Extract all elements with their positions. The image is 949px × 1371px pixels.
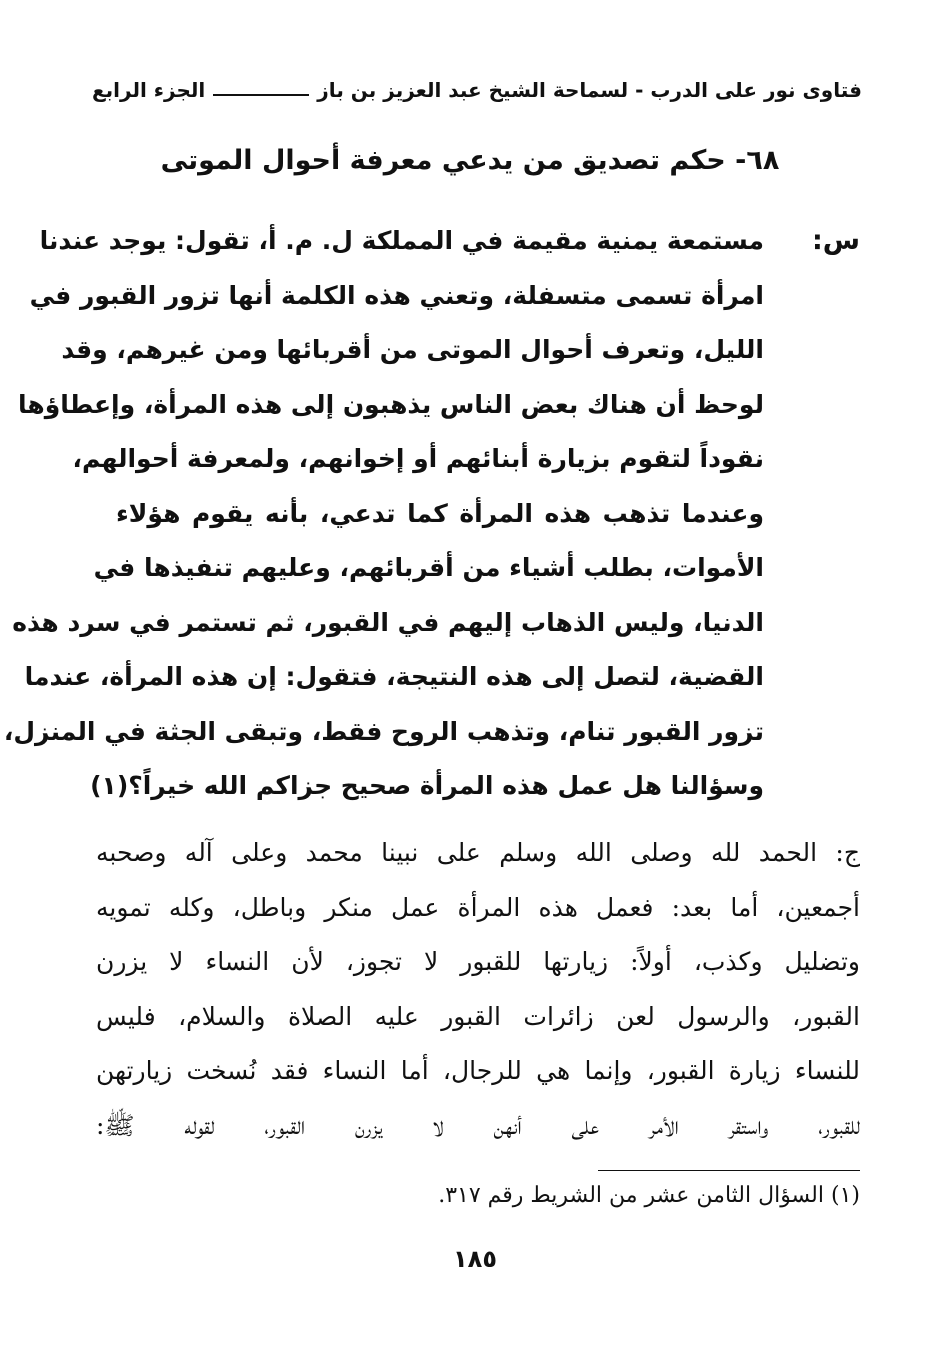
question-line: لوحظ أن هناك بعض الناس يذهبون إلى هذه المرأة، وإعطاؤها [17, 389, 764, 419]
page-number: ١٨٥ [453, 1245, 497, 1273]
answer-line: للنساء زيارة القبور، وإنما هي للرجال، أما النساء فقد نُسخت زيارتهن [96, 1056, 860, 1086]
chapter-title: ٦٨- حكم تصديق من يدعي معرفة أحوال الموتى [160, 145, 780, 176]
question-line: القضية، لتصل إلى هذه النتيجة، فتقول: إن هذه المرأة، عندما [24, 662, 764, 691]
answer-line: للقبور، واستقر الأمر على أنهن لا يزرن القبور، لقوله ﷺ: [96, 1110, 860, 1140]
running-header [92, 78, 862, 102]
question-line: تزور القبور تنام، وتذهب الروح فقط، وتبقى الجثة في المنزل، [3, 716, 764, 746]
question-line: نقوداً لتقوم بزيارة أبنائهم أو إخوانهم، ولمعرفة أحوالهم، [72, 444, 764, 473]
part-label: الجزء الرابع [92, 78, 206, 102]
question-text [3, 214, 764, 814]
question-line: الليل، وتعرف أحوال الموتى من أقربائها ومن غيرهم، وقد [61, 335, 764, 364]
question-line: الدنيا، وليس الذهاب إليهم في القبور، ثم تستمر في سرد هذه [12, 607, 764, 637]
footnote: (١) السؤال الثامن عشر من الشريط رقم ٣١٧. [438, 1183, 860, 1208]
footnote-rule [598, 1170, 860, 1171]
question-line: الأموات، بطلب أشياء من أقربائهم، وعليهم تنفيذها في [93, 553, 764, 582]
answer-block [96, 826, 860, 1154]
question-line: وعندما تذهب هذه المرأة كما تدعي، بأنه يقوم هؤلاء [116, 498, 764, 528]
question-line: امرأة تسمى متسفلة، وتعني هذه الكلمة أنها تزور القبور في [29, 280, 764, 310]
question-line: وسؤالنا هل عمل هذه المرأة صحيح جزاكم الله خيراً؟(١) [90, 771, 764, 800]
question-marker: س: [811, 225, 860, 256]
question-line: مستمعة يمنية مقيمة في المملكة ل. م. أ، تقول: يوجد عندنا [39, 226, 764, 255]
header-rule [213, 94, 309, 96]
answer-line: وتضليل وكذب، أولاً: زيارتها للقبور لا تجوز، لأن النساء لا يزرن [96, 947, 860, 977]
book-title: فتاوى نور على الدرب - لسماحة الشيخ عبد العزيز بن باز [317, 78, 862, 102]
answer-line: ج: الحمد لله وصلى الله وسلم على نبينا محمد وعلى آله وصحبه [96, 838, 860, 867]
answer-line: القبور، والرسول لعن زائرات القبور عليه الصلاة والسلام، فليس [96, 1001, 860, 1031]
answer-line: أجمعين، أما بعد: فعمل هذه المرأة عمل منكر وباطل، وكله تمويه [96, 892, 860, 922]
